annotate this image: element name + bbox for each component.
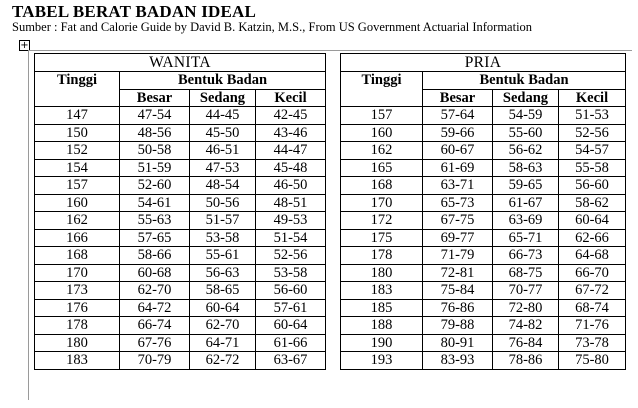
cell-kecil: 42-45 <box>256 107 326 125</box>
cell-kecil: 52-56 <box>559 124 626 142</box>
cell-besar: 61-69 <box>423 159 493 177</box>
cell-tinggi: 168 <box>341 177 423 195</box>
cell-tinggi: 175 <box>341 229 423 247</box>
cell-besar: 64-72 <box>120 299 190 317</box>
cell-besar: 66-74 <box>120 317 190 335</box>
cell-tinggi: 180 <box>341 264 423 282</box>
cell-besar: 59-66 <box>423 124 493 142</box>
table-row <box>35 282 326 300</box>
cell-kecil: 56-60 <box>559 177 626 195</box>
cell-besar: 54-61 <box>120 194 190 212</box>
cell-sedang: 59-65 <box>493 177 559 195</box>
table-row <box>35 177 326 195</box>
cell-kecil: 56-60 <box>256 282 326 300</box>
cell-tinggi: 172 <box>341 212 423 230</box>
cell-besar: 75-84 <box>423 282 493 300</box>
cell-besar: 52-60 <box>120 177 190 195</box>
cell-kecil: 64-68 <box>559 247 626 265</box>
cell-sedang: 78-86 <box>493 352 559 370</box>
cell-tinggi: 185 <box>341 299 423 317</box>
table-row <box>341 282 626 300</box>
cell-tinggi: 152 <box>35 142 120 160</box>
source-citation: Sumber : Fat and Calorie Guide by David B. Katzin, M.S., From US Government Actuarial Information <box>12 20 533 34</box>
table-row <box>341 107 626 125</box>
cell-kecil: 53-58 <box>256 264 326 282</box>
cell-besar: 70-79 <box>120 352 190 370</box>
cell-kecil: 51-54 <box>256 229 326 247</box>
cell-tinggi: 166 <box>35 229 120 247</box>
column-header-kecil: Kecil <box>559 89 626 107</box>
column-header-kecil: Kecil <box>256 89 326 107</box>
cell-tinggi: 178 <box>35 317 120 335</box>
cell-sedang: 55-61 <box>190 247 256 265</box>
pria-table-body <box>341 107 626 370</box>
cell-tinggi: 183 <box>341 282 423 300</box>
cell-tinggi: 157 <box>35 177 120 195</box>
cell-sedang: 54-59 <box>493 107 559 125</box>
table-row <box>341 212 626 230</box>
cell-kecil: 55-58 <box>559 159 626 177</box>
pria-table <box>340 53 626 370</box>
cell-kecil: 45-48 <box>256 159 326 177</box>
cell-sedang: 60-64 <box>190 299 256 317</box>
cell-tinggi: 190 <box>341 334 423 352</box>
cell-sedang: 62-70 <box>190 317 256 335</box>
cell-tinggi: 178 <box>341 247 423 265</box>
table-row <box>341 317 626 335</box>
cell-besar: 47-54 <box>120 107 190 125</box>
table-row <box>35 142 326 160</box>
cell-kecil: 48-51 <box>256 194 326 212</box>
cell-kecil: 75-80 <box>559 352 626 370</box>
cell-kecil: 61-66 <box>256 334 326 352</box>
cell-besar: 83-93 <box>423 352 493 370</box>
table-row <box>35 317 326 335</box>
column-header-tinggi: Tinggi <box>35 72 120 107</box>
table-row <box>341 334 626 352</box>
cell-besar: 62-70 <box>120 282 190 300</box>
cell-sedang: 68-75 <box>493 264 559 282</box>
cell-besar: 76-86 <box>423 299 493 317</box>
cell-kecil: 57-61 <box>256 299 326 317</box>
cell-besar: 69-77 <box>423 229 493 247</box>
wanita-table <box>34 53 326 370</box>
cell-besar: 65-73 <box>423 194 493 212</box>
cell-besar: 72-81 <box>423 264 493 282</box>
cell-besar: 58-66 <box>120 247 190 265</box>
table-row <box>341 124 626 142</box>
cell-kecil: 60-64 <box>256 317 326 335</box>
cell-besar: 80-91 <box>423 334 493 352</box>
cell-sedang: 51-57 <box>190 212 256 230</box>
table-row <box>341 352 626 370</box>
cell-besar: 79-88 <box>423 317 493 335</box>
cell-besar: 60-67 <box>423 142 493 160</box>
cell-besar: 50-58 <box>120 142 190 160</box>
cell-besar: 67-75 <box>423 212 493 230</box>
cell-tinggi: 173 <box>35 282 120 300</box>
cell-kecil: 66-70 <box>559 264 626 282</box>
cell-besar: 57-65 <box>120 229 190 247</box>
cell-besar: 67-76 <box>120 334 190 352</box>
cell-sedang: 63-69 <box>493 212 559 230</box>
cell-tinggi: 176 <box>35 299 120 317</box>
table-row <box>341 177 626 195</box>
table-row <box>341 229 626 247</box>
table-row <box>35 107 326 125</box>
cell-sedang: 56-63 <box>190 264 256 282</box>
table-row <box>35 334 326 352</box>
cell-tinggi: 180 <box>35 334 120 352</box>
cell-kecil: 49-53 <box>256 212 326 230</box>
cell-sedang: 70-77 <box>493 282 559 300</box>
table-row <box>35 299 326 317</box>
move-handle-icon[interactable]: + <box>20 40 29 51</box>
column-group-bentuk-badan: Bentuk Badan <box>120 72 326 90</box>
cell-besar: 60-68 <box>120 264 190 282</box>
table-row <box>35 352 326 370</box>
table-row <box>341 194 626 212</box>
cell-sedang: 56-62 <box>493 142 559 160</box>
page-title: TABEL BERAT BADAN IDEAL <box>12 2 257 21</box>
cell-besar: 71-79 <box>423 247 493 265</box>
cell-sedang: 61-67 <box>493 194 559 212</box>
cell-tinggi: 183 <box>35 352 120 370</box>
table-row <box>341 264 626 282</box>
column-header-besar: Besar <box>423 89 493 107</box>
cell-sedang: 62-72 <box>190 352 256 370</box>
cell-tinggi: 162 <box>35 212 120 230</box>
cell-sedang: 66-73 <box>493 247 559 265</box>
cell-kecil: 71-76 <box>559 317 626 335</box>
cell-tinggi: 154 <box>35 159 120 177</box>
cell-kecil: 62-66 <box>559 229 626 247</box>
table-row <box>35 264 326 282</box>
table-row <box>341 299 626 317</box>
table-row <box>341 142 626 160</box>
cell-tinggi: 168 <box>35 247 120 265</box>
cell-sedang: 44-45 <box>190 107 256 125</box>
column-header-tinggi: Tinggi <box>341 72 423 107</box>
cell-tinggi: 147 <box>35 107 120 125</box>
cell-sedang: 72-80 <box>493 299 559 317</box>
cell-tinggi: 160 <box>341 124 423 142</box>
cell-besar: 57-64 <box>423 107 493 125</box>
section-title-pria: PRIA <box>341 54 626 72</box>
cell-kecil: 52-56 <box>256 247 326 265</box>
table-row <box>341 247 626 265</box>
cell-sedang: 48-54 <box>190 177 256 195</box>
cell-kecil: 46-50 <box>256 177 326 195</box>
cell-tinggi: 193 <box>341 352 423 370</box>
cell-sedang: 45-50 <box>190 124 256 142</box>
cell-besar: 55-63 <box>120 212 190 230</box>
cell-kecil: 73-78 <box>559 334 626 352</box>
cell-besar: 48-56 <box>120 124 190 142</box>
cell-besar: 51-59 <box>120 159 190 177</box>
column-group-bentuk-badan: Bentuk Badan <box>423 72 626 90</box>
table-row <box>35 159 326 177</box>
wanita-table-body <box>35 107 326 370</box>
table-row <box>35 247 326 265</box>
cell-sedang: 58-63 <box>493 159 559 177</box>
cell-kecil: 51-53 <box>559 107 626 125</box>
table-row <box>35 212 326 230</box>
column-header-sedang: Sedang <box>493 89 559 107</box>
cell-tinggi: 170 <box>35 264 120 282</box>
cell-sedang: 64-71 <box>190 334 256 352</box>
cell-tinggi: 162 <box>341 142 423 160</box>
cell-kecil: 60-64 <box>559 212 626 230</box>
cell-kecil: 63-67 <box>256 352 326 370</box>
cell-sedang: 50-56 <box>190 194 256 212</box>
cell-sedang: 46-51 <box>190 142 256 160</box>
cell-sedang: 58-65 <box>190 282 256 300</box>
cell-sedang: 47-53 <box>190 159 256 177</box>
table-row <box>35 124 326 142</box>
cell-kecil: 54-57 <box>559 142 626 160</box>
table-row <box>341 159 626 177</box>
cell-tinggi: 188 <box>341 317 423 335</box>
cell-sedang: 55-60 <box>493 124 559 142</box>
cell-tinggi: 160 <box>35 194 120 212</box>
cell-sedang: 76-84 <box>493 334 559 352</box>
table-row <box>35 229 326 247</box>
cell-tinggi: 150 <box>35 124 120 142</box>
cell-tinggi: 165 <box>341 159 423 177</box>
section-title-wanita: WANITA <box>35 54 326 72</box>
cell-besar: 63-71 <box>423 177 493 195</box>
cell-sedang: 74-82 <box>493 317 559 335</box>
cell-tinggi: 170 <box>341 194 423 212</box>
cell-kecil: 44-47 <box>256 142 326 160</box>
cell-sedang: 65-71 <box>493 229 559 247</box>
column-header-besar: Besar <box>120 89 190 107</box>
table-row <box>35 194 326 212</box>
cell-kecil: 68-74 <box>559 299 626 317</box>
cell-kecil: 58-62 <box>559 194 626 212</box>
cell-sedang: 53-58 <box>190 229 256 247</box>
cell-kecil: 67-72 <box>559 282 626 300</box>
cell-tinggi: 157 <box>341 107 423 125</box>
column-header-sedang: Sedang <box>190 89 256 107</box>
cell-kecil: 43-46 <box>256 124 326 142</box>
